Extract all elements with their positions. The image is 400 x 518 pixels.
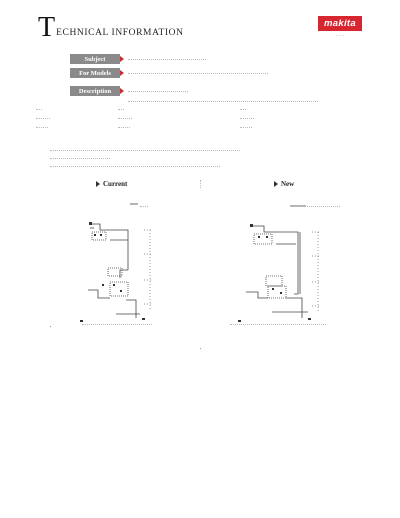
for-models-tag: For Models (70, 68, 120, 78)
subject-value-faint (128, 59, 206, 60)
description-value-faint (128, 91, 188, 92)
subject-tag: Subject (70, 54, 120, 64)
current-wiring-diagram (80, 200, 160, 325)
subject-arrow-icon (120, 56, 124, 62)
divider-mark (200, 180, 202, 188)
diagram-caption-faint (140, 206, 148, 207)
description-tag: Description (70, 86, 120, 96)
diagram-caption-faint (230, 324, 326, 325)
makita-logo: makita (318, 16, 362, 31)
new-label (274, 180, 294, 188)
current-arrow-icon (96, 181, 100, 187)
description-arrow-icon (120, 88, 124, 94)
new-label-text: New (281, 180, 295, 188)
models-arrow-icon (120, 70, 124, 76)
title-initial: T (38, 12, 56, 43)
diagram-caption-faint (290, 206, 340, 207)
footnote-mark (200, 348, 201, 349)
page-reference-marks: · · · (336, 33, 344, 39)
footnote-mark (50, 326, 51, 327)
diagram-caption-faint (82, 324, 152, 325)
current-label (96, 180, 127, 188)
new-wiring-diagram (238, 200, 328, 325)
title-text: ECHNICAL INFORMATION (56, 28, 184, 38)
models-value-faint (128, 73, 268, 74)
current-label-text: Current (103, 180, 128, 188)
document-title (38, 12, 184, 43)
new-arrow-icon (274, 181, 278, 187)
